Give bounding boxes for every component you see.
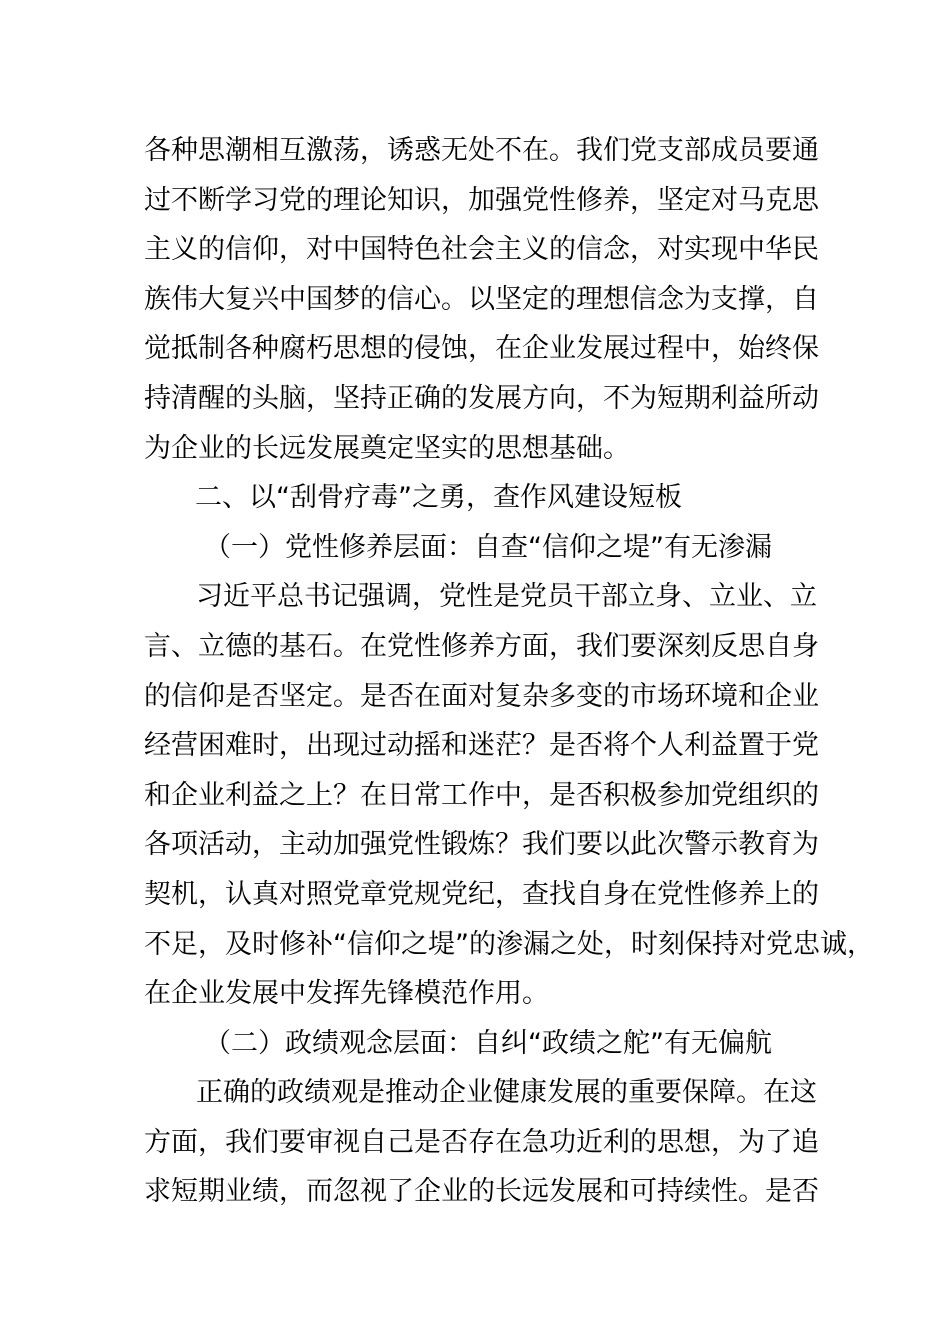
text-line: 觉抵制各种腐朽思想的侵蚀，在企业发展过程中，始终保 xyxy=(144,333,819,365)
section-heading: 二、以“刮骨疗毒”之勇，查作风建设短板 xyxy=(195,482,682,514)
text-line: 方面，我们要审视自己是否存在急功近利的思想，为了追 xyxy=(144,1126,819,1158)
text-line: 契机，认真对照党章党规党纪，查找自身在党性修养上的 xyxy=(144,878,819,910)
text-line: 为企业的长远发展奠定坚实的思想基础。 xyxy=(144,432,630,464)
document-body xyxy=(144,126,874,1217)
text-line: 经营困难时，出现过动摇和迷茫？是否将个人利益置于党 xyxy=(144,730,819,762)
text-line: 在企业发展中发挥先锋模范作用。 xyxy=(144,978,549,1010)
text-line: 各项活动，主动加强党性锻炼？我们要以此次警示教育为 xyxy=(144,829,819,861)
text-line: 求短期业绩，而忽视了企业的长远发展和可持续性。是否 xyxy=(144,1176,819,1208)
text-line: 族伟大复兴中国梦的信心。以坚定的理想信念为支撑，自 xyxy=(144,283,819,315)
text-line: 主义的信仰，对中国特色社会主义的信念，对实现中华民 xyxy=(144,234,819,266)
text-line: 言、立德的基石。在党性修养方面，我们要深刻反思自身 xyxy=(144,630,819,662)
text-line: 各种思潮相互激荡，诱惑无处不在。我们党支部成员要通 xyxy=(144,135,819,166)
subsection-heading: （一）党性修养层面：自查“信仰之堤”有无渗漏 xyxy=(204,531,772,563)
subsection-heading: （二）政绩观念层面：自纠“政绩之舵”有无偏航 xyxy=(204,1027,772,1059)
text-line: 的信仰是否坚定。是否在面对复杂多变的市场环境和企业 xyxy=(144,680,819,712)
text-line: 习近平总书记强调，党性是党员干部立身、立业、立 xyxy=(196,581,817,613)
text-line: 过不断学习党的理论知识，加强党性修养，坚定对马克思 xyxy=(144,184,819,216)
text-line: 不足，及时修补“信仰之堤”的渗漏之处，时刻保持对党忠诚， xyxy=(144,928,874,960)
text-line: 和企业利益之上？在日常工作中，是否积极参加党组织的 xyxy=(144,779,819,811)
text-line: 持清醒的头脑，坚持正确的发展方向，不为短期利益所动 xyxy=(144,382,819,414)
text-line: 正确的政绩观是推动企业健康发展的重要保障。在这 xyxy=(196,1077,817,1109)
